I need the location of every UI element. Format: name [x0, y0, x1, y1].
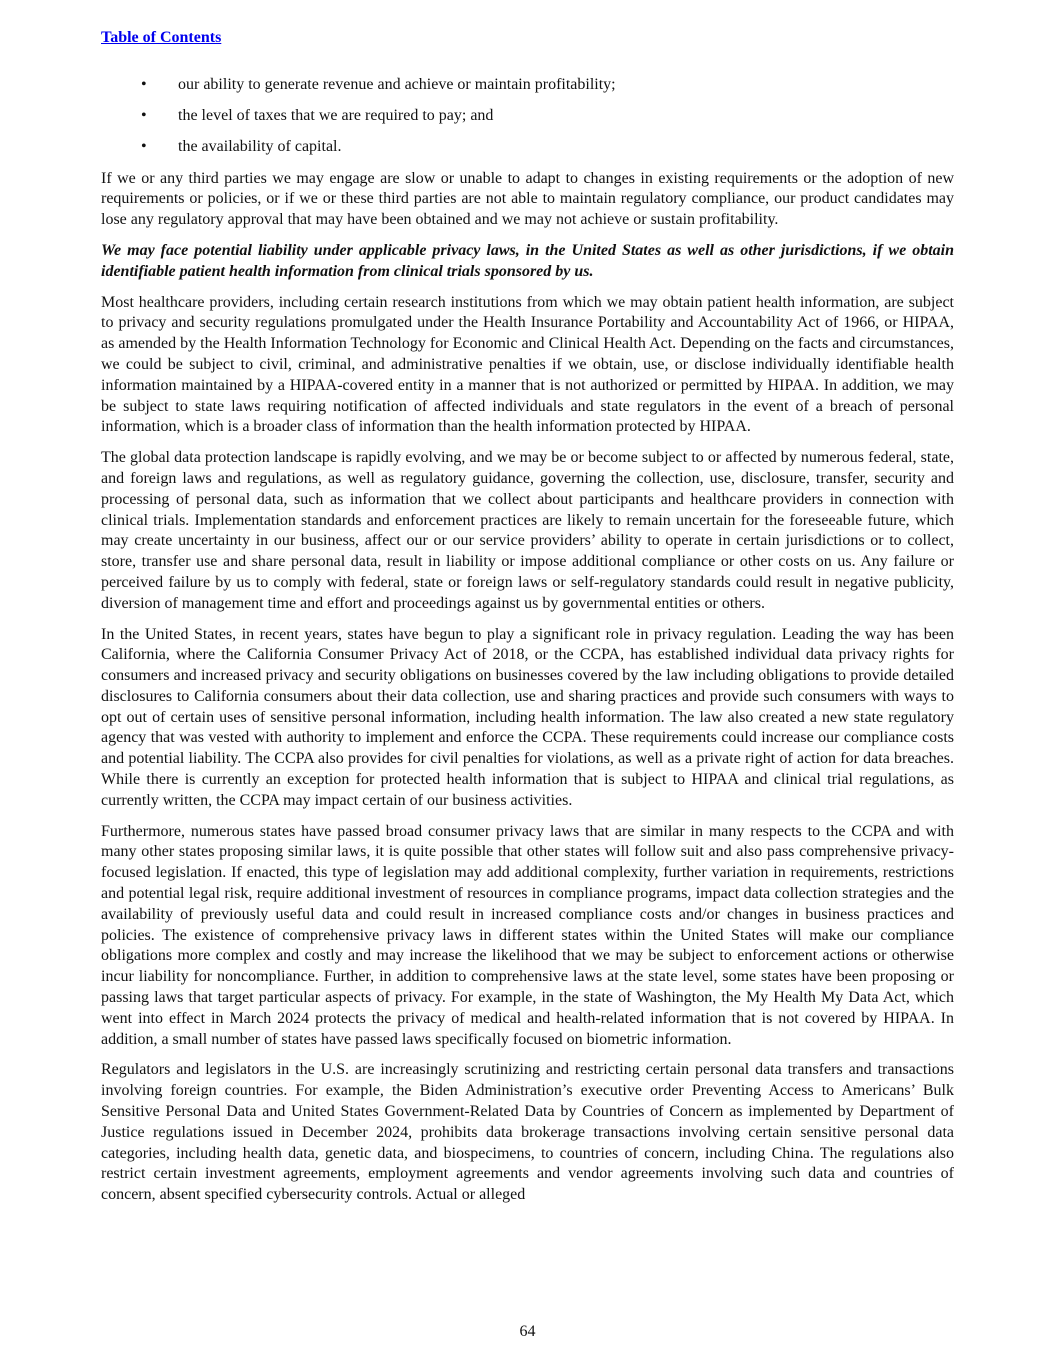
paragraph-state-privacy-laws: Furthermore, numerous states have passed broad consumer privacy laws that are similar in many respects to the CCPA and with many other states proposing similar laws, it is quite possible that other states will follow suit and also pass comprehensive privacy-focused legislation. If enacted, this type of legislation may add additional complexity, further variation in requirements, restrictions and potential legal risk, require additional investment of resources in compliance programs, impact data collection strategies and the availability of previously useful data and could result in increased compliance costs and/or changes in business practices and policies. The existence of comprehensive privacy laws in different states within the United States will make our compliance obligations more complex and costly and may increase the likelihood that we may be subject to enforcement actions or otherwise incur liability for noncompliance. Further, in addition to comprehensive laws at the state level, some states have been proposing or passing laws that target particular aspects of privacy. For example, in the state of Washington, the My Health My Data Act, which went into effect in March 2024 protects the privacy of medical and health-related information that is not covered by HIPAA. In addition, a small number of states have passed laws specifically focused on biometric information. [101, 822, 954, 1048]
paragraph-hipaa: Most healthcare providers, including certain research institutions from which we may obtain patient health information, are subject to privacy and security regulations promulgated under the Health Insurance Portability and Accountability Act of 1966, or HIPAA, as amended by the Health Information Technology for Economic and Clinical Health Act. Depending on the facts and circumstances, we could be subject to civil, criminal, and administrative penalties if we obtain, use, or disclose individually identifiable health information maintained by a HIPAA-covered entity in a manner that is not authorized or permitted by HIPAA. In addition, we may be subject to state laws requiring notification of affected individuals and state regulators in the event of a breach of personal information, which is a broader class of information than the health information protected by HIPAA. [101, 293, 954, 436]
page-number: 64 [519, 1323, 536, 1340]
bullet-icon: • [141, 76, 147, 93]
bullet-item [101, 106, 954, 127]
bullet-item [101, 75, 954, 96]
paragraph-regulatory-compliance: If we or any third parties we may engage are slow or unable to adapt to changes in existing requirements or the adoption of new requirements or policies, or if we or these third parties are not able to maintain regulatory compliance, our product candidates may lose any regulatory approval that may have been obtained and we may not achieve or sustain profitability. [101, 169, 954, 229]
bullet-item [101, 137, 954, 158]
paragraph-ccpa: In the United States, in recent years, states have begun to play a significant role in privacy regulation. Leading the way has been California, where the California Consumer Privacy Act of 2018, or the CCPA, has established individual data privacy rights for consumers and increased privacy and security obligations on businesses covered by the law including obligations to provide detailed disclosures to California consumers about their data collection, use and sharing practices and provide such consumers with ways to opt out of certain uses of sensitive personal information, including health information. The law also created a new state regulatory agency that was vested with authority to implement and enforce the CCPA. These requirements could increase our compliance costs and potential liability. The CCPA also provides for civil penalties for violations, as well as a private right of action for data breaches. While there is currently an exception for protected health information that is subject to HIPAA and clinical trial regulations, as currently written, the CCPA may impact certain of our business activities. [101, 625, 954, 809]
bullet-text: the availability of capital. [178, 138, 342, 156]
paragraph-global-data-protection: The global data protection landscape is rapidly evolving, and we may be or become subject to or affected by numerous federal, state, and foreign laws and regulations, as well as regulatory guidance, governing the collection, use, disclosure, transfer, security and processing of personal data, such as information that we collect about participants and healthcare providers in connection with clinical trials. Implementation standards and enforcement practices are likely to remain uncertain for the foreseeable future, which may create uncertainty in our business, affect our or our service providers’ ability to operate in certain jurisdictions or to collect, store, transfer use and share personal data, result in liability or impose additional compliance or other costs on us. Any failure or perceived failure by us to comply with federal, state or foreign laws or self-regulatory standards could result in negative publicity, diversion of management time and effort and proceedings against us by governmental entities or others. [101, 449, 954, 612]
paragraph-foreign-data-transfers: Regulators and legislators in the U.S. are increasingly scrutinizing and restricting certain personal data transfers and transactions involving foreign countries. For example, the Biden Administration’s executive order Preventing Access to Americans’ Bulk Sensitive Personal Data and United States Government-Related Data by Countries of Concern as implemented by Department of Justice regulations issued in December 2024, prohibits data brokerage transactions involving certain sensitive personal data categories, including health data, genetic data, and biospecimens, to countries of concern, including China. The regulations also restrict certain investment agreements, employment agreements and vendor agreements involving such data and countries of concern, absent specified cybersecurity controls. Actual or alleged [101, 1061, 954, 1204]
bullet-icon: • [141, 107, 147, 125]
document-page [101, 28, 954, 1216]
table-of-contents-link[interactable]: Table of Contents [101, 29, 222, 46]
section-heading-privacy-liability: We may face potential liability under applicable privacy laws, in the United States as well as other jurisdictions, if we obtain identifiable patient health information from clinical trials sponsored by us. [101, 241, 954, 280]
bullet-icon: • [141, 138, 147, 156]
bullet-list [101, 75, 954, 158]
bullet-text: our ability to generate revenue and achieve or maintain profitability; [178, 76, 616, 93]
bullet-text: the level of taxes that we are required to pay; and [178, 107, 494, 125]
